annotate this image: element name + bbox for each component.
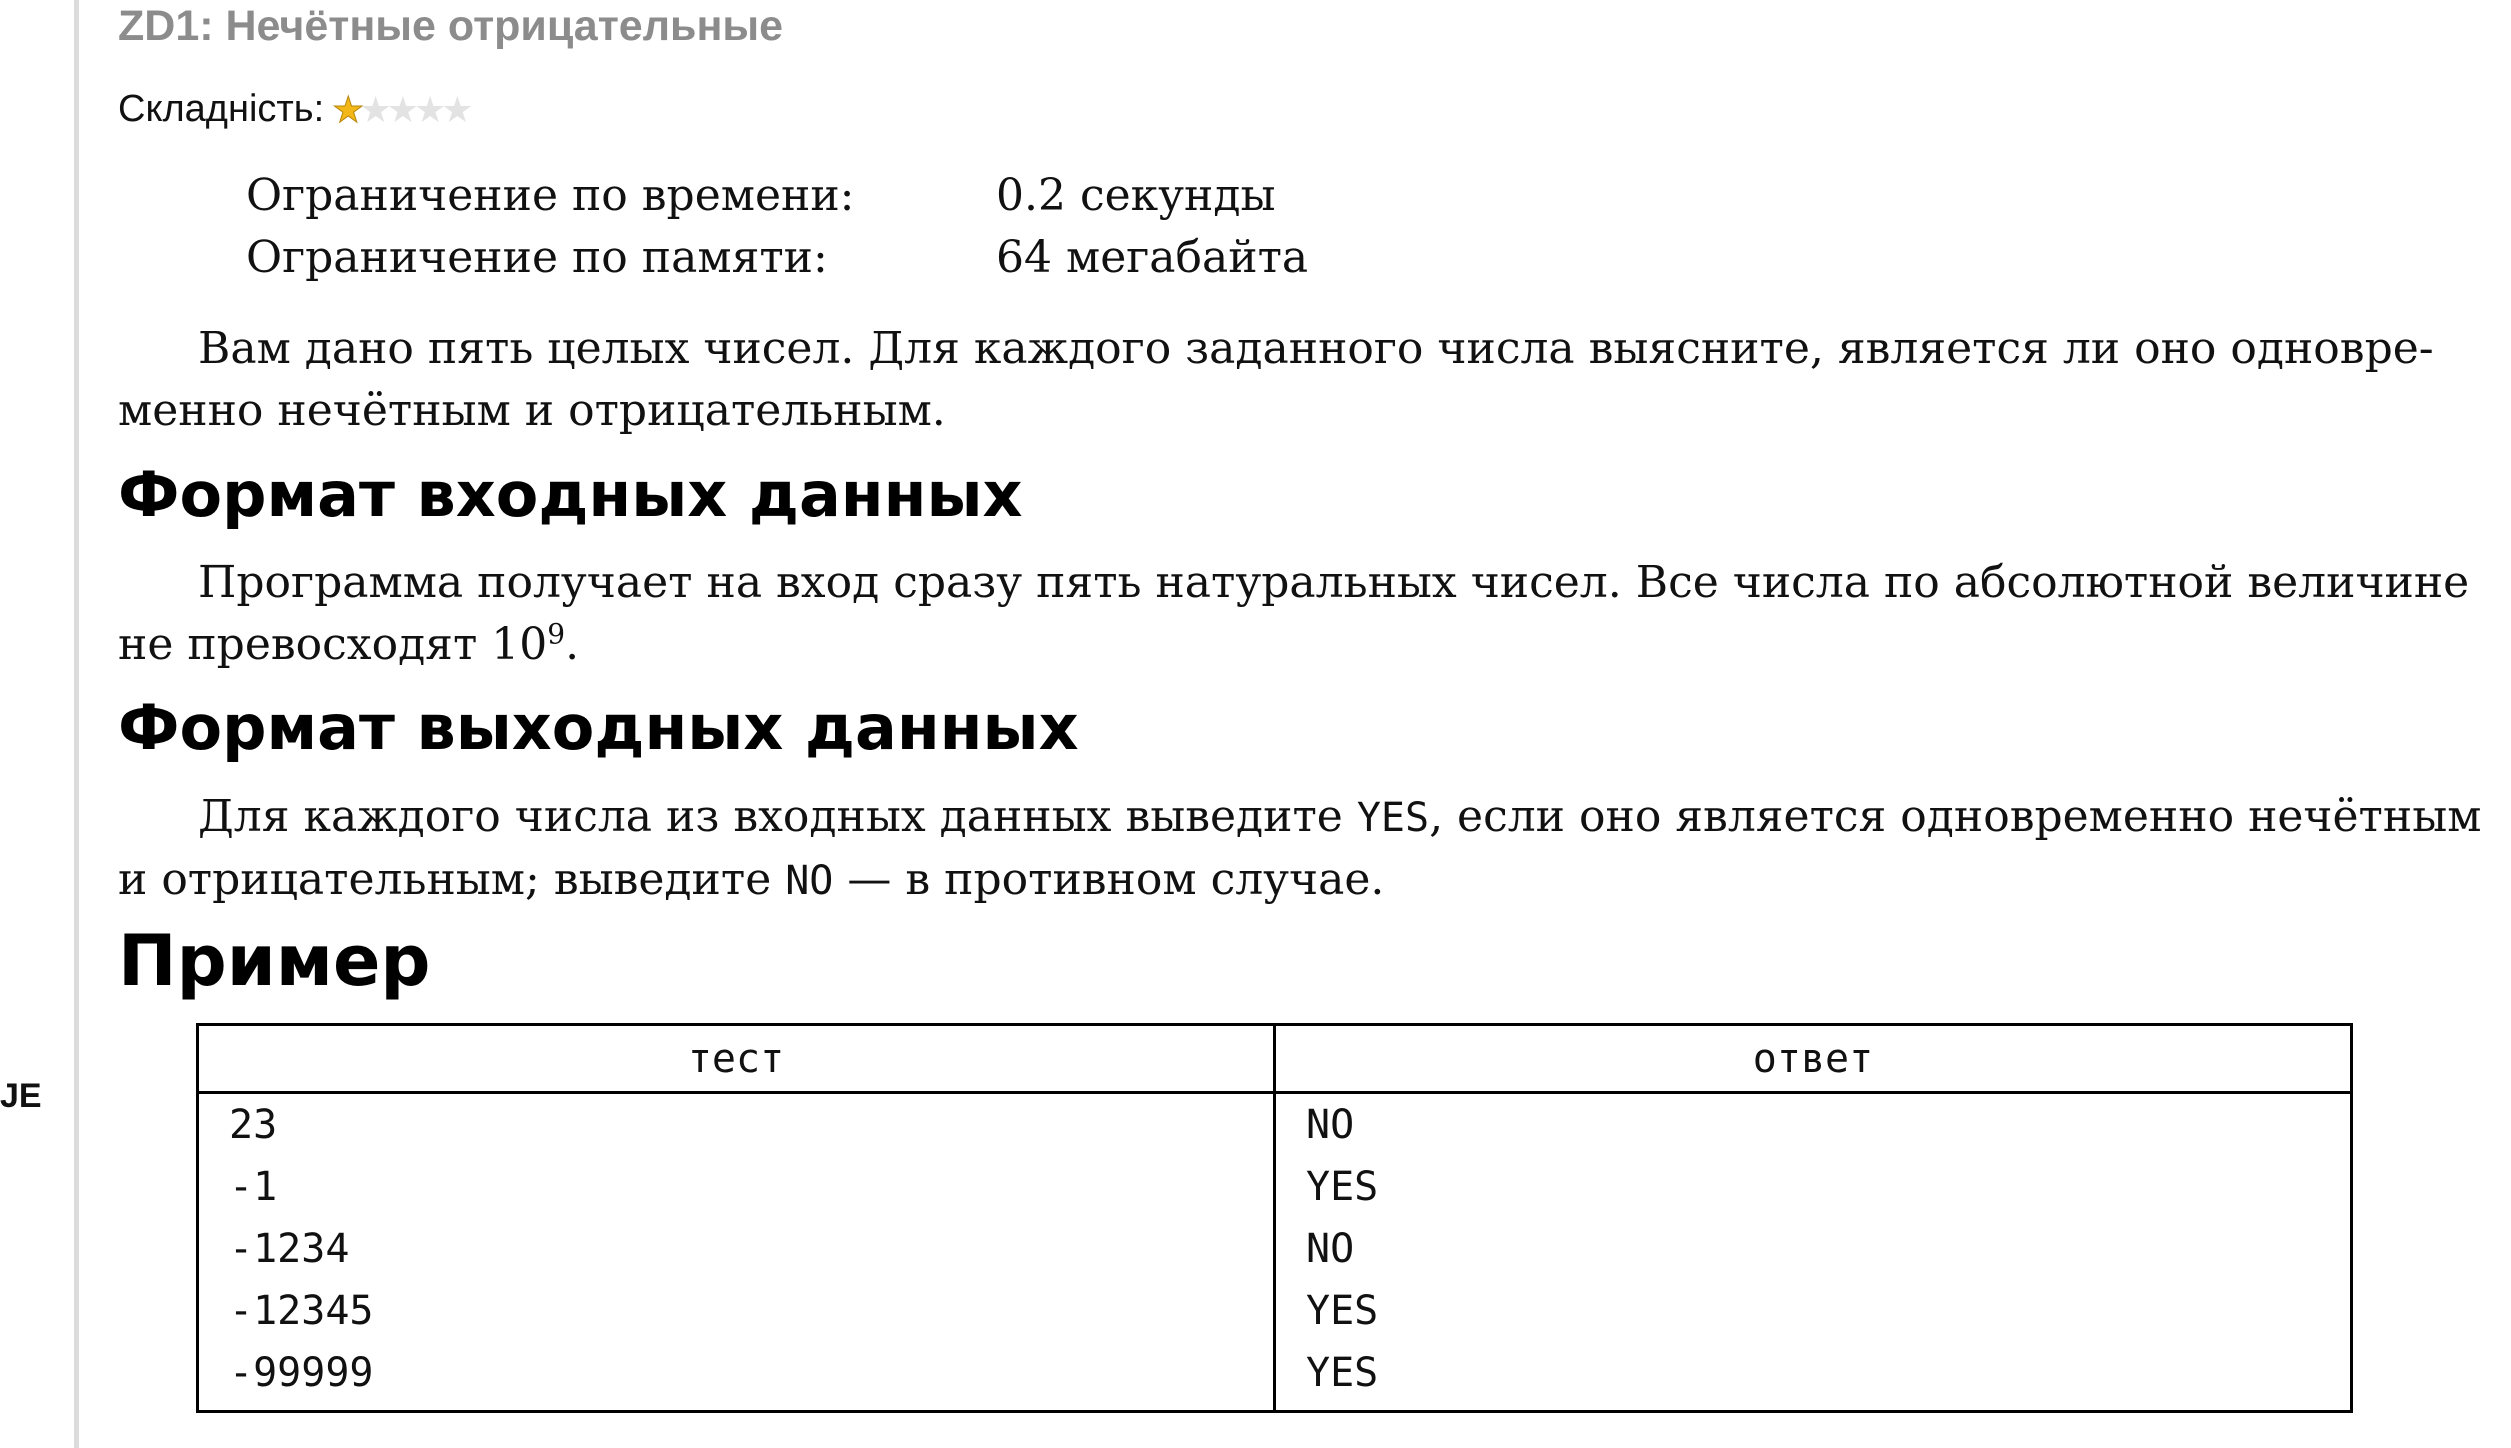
- memory-limit-row: [246, 226, 1308, 288]
- table-row: [198, 1218, 2352, 1280]
- memory-limit-value: 64 мегабайта: [996, 231, 1309, 283]
- input-format-heading: Формат входных данных: [118, 458, 1023, 531]
- time-limit-row: [246, 164, 1308, 226]
- table-row: [198, 1280, 2352, 1342]
- star-empty-icon: ★: [414, 88, 447, 130]
- input-format-line-2-text: не превосходят 10: [118, 619, 548, 670]
- test-cell: -1: [198, 1156, 1275, 1218]
- answer-cell: YES: [1306, 1350, 1379, 1396]
- star-empty-icon: ★: [441, 88, 474, 130]
- answer-cell: YES: [1306, 1288, 1379, 1334]
- output-format-line-1: [118, 786, 2493, 849]
- sidebar-divider: [74, 0, 79, 1448]
- table-row: [198, 1342, 2352, 1412]
- sidebar-cut-label: JE: [0, 1077, 42, 1115]
- output-format-heading: Формат выходных данных: [118, 691, 1079, 764]
- keyword-no: NO: [785, 858, 834, 904]
- test-cell: -1234: [198, 1218, 1275, 1280]
- output-line-1-text: Для каждого числа из входных данных выведите: [198, 791, 1357, 842]
- output-format-text: [118, 786, 2493, 912]
- column-header-test: тест: [198, 1025, 1275, 1093]
- table-header-row: [198, 1025, 2352, 1093]
- input-format-line-2: [118, 614, 2493, 676]
- input-format-text: [118, 552, 2493, 676]
- problem-statement: [118, 318, 2493, 442]
- statement-line-2: менно нечётным и отрицательным.: [118, 385, 946, 436]
- table-row: [198, 1093, 2352, 1157]
- answer-cell: YES: [1306, 1164, 1379, 1210]
- star-filled-icon: ★: [332, 88, 365, 130]
- input-format-line-2-end: .: [565, 619, 580, 670]
- limits-block: [246, 164, 1308, 288]
- example-heading: Пример: [118, 920, 431, 1002]
- exponent: 9: [547, 617, 566, 651]
- time-limit-value: 0.2 секунды: [996, 169, 1276, 221]
- output-line-1-end: , если оно является одновременно нечётным: [1429, 791, 2482, 842]
- difficulty-rating: [118, 88, 474, 131]
- problem-title: ZD1: Нечётные отрицательные: [118, 2, 784, 50]
- memory-limit-label: Ограничение по памяти:: [246, 231, 828, 283]
- output-line-2-end: — в противном случае.: [833, 854, 1385, 905]
- answer-cell: NO: [1306, 1102, 1355, 1148]
- output-line-2-text: и отрицательным; выведите: [118, 854, 786, 905]
- problem-content: [118, 0, 2498, 1448]
- difficulty-label: Складність:: [118, 88, 325, 130]
- answer-cell: NO: [1306, 1226, 1355, 1272]
- star-empty-icon: ★: [386, 88, 420, 130]
- column-header-answer: ответ: [1275, 1025, 2352, 1093]
- table-row: [198, 1156, 2352, 1218]
- input-format-line-1: Программа получает на вход сразу пять натуральных чисел. Все числа по абсолютной величине: [198, 557, 2470, 608]
- time-limit-label: Ограничение по времени:: [246, 169, 855, 221]
- keyword-yes: YES: [1356, 795, 1430, 841]
- left-panel: [0, 0, 74, 1448]
- difficulty-stars: [332, 88, 474, 130]
- test-cell: 23: [198, 1093, 1275, 1157]
- statement-line-1: Вам дано пять целых чисел. Для каждого заданного числа выясните, является ли оно одновре-: [198, 323, 2434, 374]
- example-table: [196, 1023, 2353, 1413]
- output-format-line-2: [118, 849, 2493, 912]
- test-cell: -12345: [198, 1280, 1275, 1342]
- test-cell: -99999: [198, 1342, 1275, 1412]
- star-empty-icon: ★: [359, 88, 392, 130]
